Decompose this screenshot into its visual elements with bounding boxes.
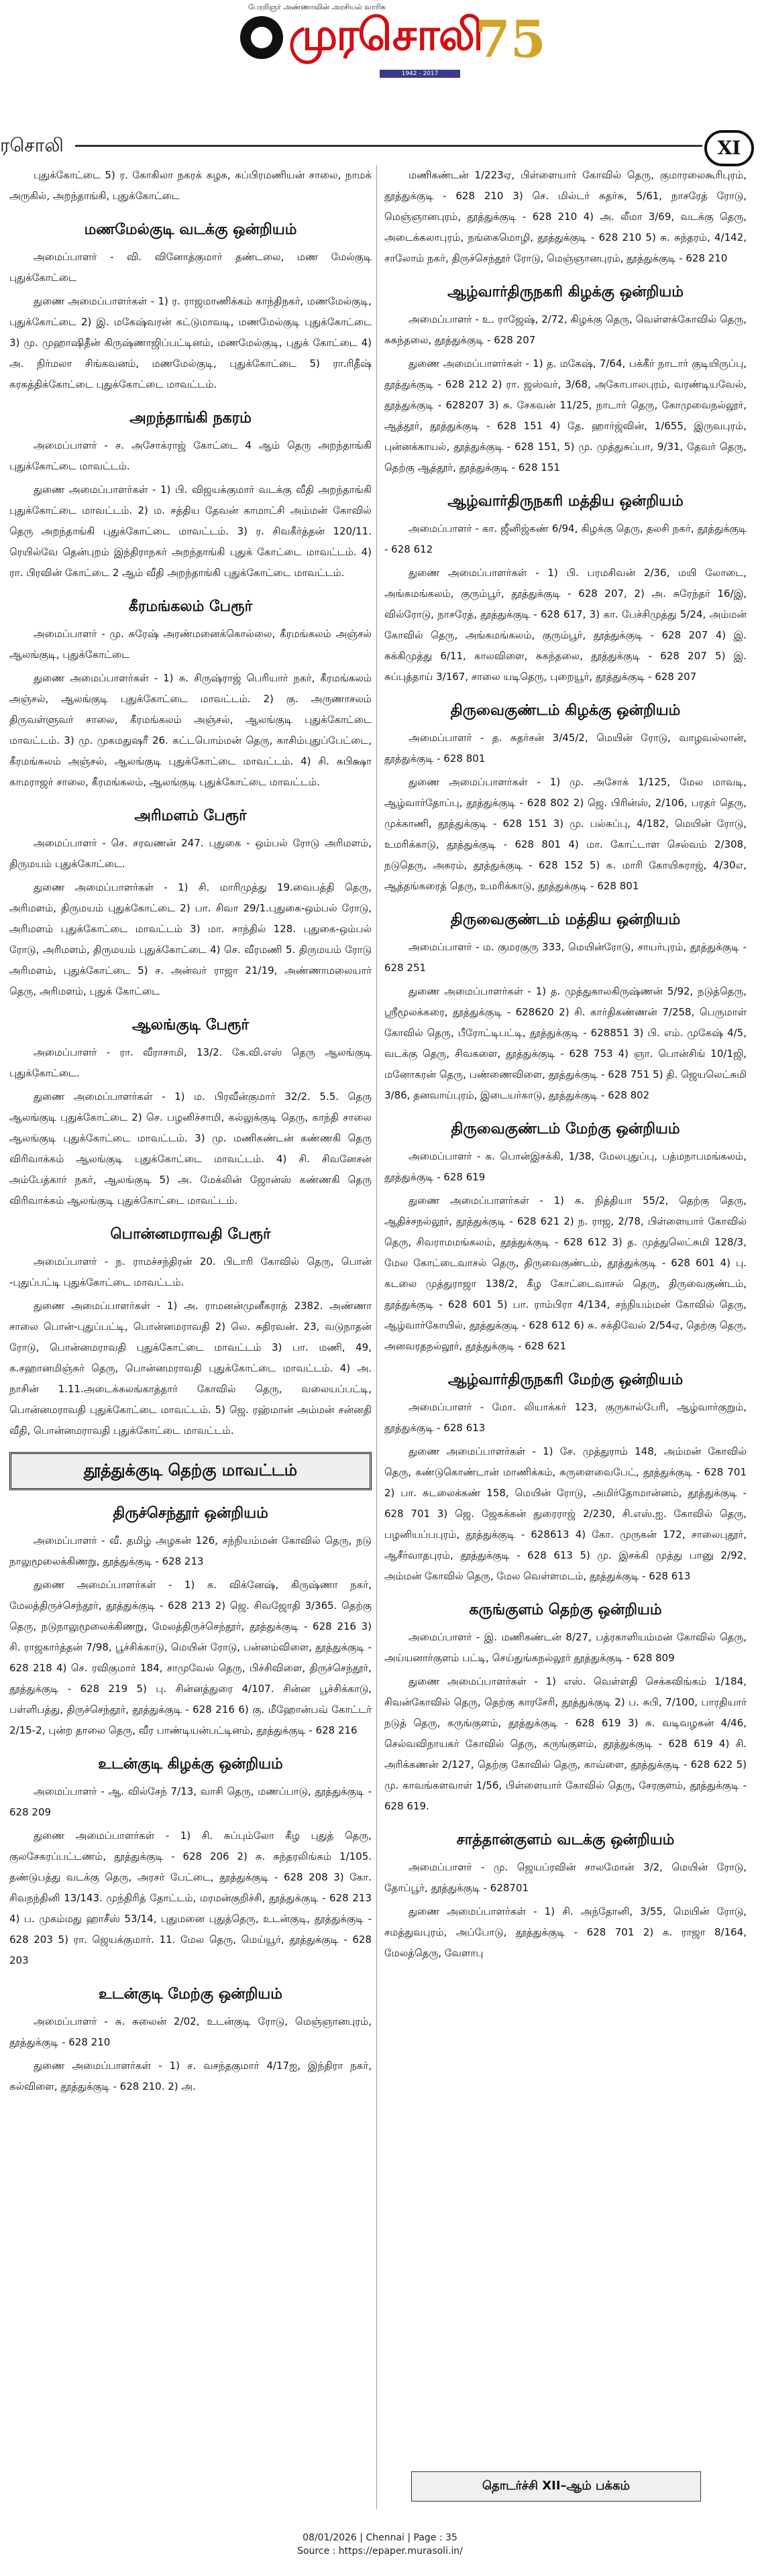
anniversary-75-logo: 75: [475, 9, 546, 69]
body-paragraph: துணை அமைப்பாளர்கள் - 1) அ. ராமனன்முனீகராத் 2382. அண்ணா சாலை பொன்-புதுப்பட்டி, பொன்னமராவதி 2) லெ. சுதிரவன். 23, வடுநாதன் ரோடு, பொன்னமராவதி புதுக்கோட்டை மாவட்டம் 3) பா. மணி, 49, க.சஹானமிஞ்சுர் தெரு, பொன்னமராவதி புதுக்கோட்டை மாவட்டம். 4) அ. நாசின் 1.11.அடைக்கலங்காத்தார் கோவில் தெரு, வலையப்பட்டி, பொன்னமராவதி புதுக்கோட்டை மாவட்டம். 5) ஜெ. ரஹ்மான் அம்மன் சன்னதி வீதி, பொன்னமராவதி புதுக்கோட்டை மாவட்டம்.: [9, 1300, 372, 1437]
body-paragraph: அமைப்பாளர் - வி. வினோத்குமார் தண்டலை, மண மேல்குடி புதுக்கோட்டை: [9, 251, 372, 284]
section-heading: அறந்தாங்கி நகரம்: [129, 410, 252, 427]
body-paragraph: துணை அமைப்பாளர்கள் - 1) சு. நித்தியா 55/2, தெற்கு தெரு, ஆதிச்சநல்லூர், தூத்துக்குடி - 628 621 2) ந. ராஜ, 2/78, பிள்ளையார் கோவில் தெரு, சிவராமமங்கலம், தூத்துக்குடி - 628 612 3) த. முத்துலெட்சுமி 128/3, மேல கோட்டைவாசல் தெரு, திருவைகுண்டம், தூத்துக்குடி - 628 601 4) பு. கடலை முத்துராஜா 138/2, கீழ கோட்டைவாசல் தெரு, திருவைகுண்டம், தூத்துக்குடி - 628 601 5) பா. ராம்பிரா 4/134, சந்நியம்மன் கோவில் தெரு, ஆழ்வார்கோயில், தூத்துக்குடி - 628 612 6) சு. சக்திவேல் 2/54ஏ, தெற்கு தெரு, அனவரதநல்லூர், தூத்துக்குடி - 628 621: [384, 1194, 747, 1352]
page-footer: [0, 2531, 760, 2558]
section-heading: திருச்செந்தூர் ஒன்றியம்: [113, 1505, 268, 1522]
rising-sun-emblem-icon: [240, 16, 283, 59]
section-heading: உடன்குடி மேற்கு ஒன்றியம்: [98, 1986, 283, 2003]
body-paragraph: மணிகண்டன் 1/223ஏ, பிள்ளையார் கோவில் தெரு, குமாரலைகூரிபுரம், தூத்துக்குடி - 628 210 3) செ. மில்டர் சுதர்சு, 5/61, நாசரேத் ரோடு, மெஞ்ஞானபுரம், தூத்துக்குடி - 628 210 4) அ. லீமா 3/69, வடக்கு தெரு, அடைக்கலாபுரம், நங்கைமொழி, தூத்துக்குடி - 628 210 5) சு. சுந்தரம், 4/142, சாலோம் நகர், திருச்செந்தூர் ரோடு, மெஞ்ஞானபுரம், தூத்துக்குடி - 628 210: [384, 169, 747, 264]
body-paragraph: அமைப்பாளர் - இ. மணிகண்டன் 8/27, பத்ரகாளியம்மன் கோவில் தெரு, அய்யனார்குளம் பட்டி, செய்துங்கநல்லூர் தூத்துக்குடி - 628 809: [384, 1631, 747, 1664]
left-column: [9, 165, 372, 2100]
section-title: ரசொலி: [0, 134, 64, 156]
body-paragraph: துணை அமைப்பாளர்கள் - 1) ர. ராஜமாணிக்கம் காந்திநகர், மணமேல்குடி, புதுக்கோட்டை 2) இ. மகேஷ்வரன் கட்டுமாவடி, மணமேல்குடி புதுக்கோட்டை 3) மு. முஹாஷிதீன் கிருஷ்ணாஜிப்பட்டினம், மணமேல்குடி, புதுக் கோட்டை 4) அ. நிர்மலா சிங்கவனம், மணமேல்குடி, புதுக்கோட்டை 5) ரா.ரிதீஷ் கரகத்திக்கோட்டை புதுக்கோட்டை மாவட்டம்.: [9, 295, 372, 390]
section-heading: ஆலங்குடி பேரூர்: [131, 1017, 250, 1033]
masthead: [0, 0, 760, 113]
body-paragraph: துணை அமைப்பாளர்கள் - 1) சே. முத்துராம் 148, அம்மன் கோவில் தெரு, கண்டுகொண்டான் மாணிக்கம், சுருளைவைபேட், தூத்துக்குடி - 628 701 2) பா. சுடலைக்கண் 158, மெயின் ரோடு, அமிர்தோமான்னம், தூத்துக்குடி - 628 701 3) ஜெ. ஜேகக்கன் துரைராஜ் 2/230, சி.எஸ்.ஐ. கோவில் தெரு, பழனியப்பபுரம், தூத்துக்குடி - 628613 4) கோ. முருகன் 172, சாலைபுதூர், ஆசீர்வாதபுரம், தூத்துக்குடி - 628 613 5) மு. இசக்கி முத்து பானு 2/92, அம்மன் கோவில் தெரு, மேல வெள்ளமடம், தூத்துக்குடி - 628 613: [384, 1445, 747, 1582]
section-heading: கருங்குளம் தெற்கு ஒன்றியம்: [469, 1602, 662, 1618]
section-heading: ஆழ்வார்திருநகரி கிழக்கு ஒன்றியம்: [447, 284, 684, 300]
section-heading: ஆழ்வார்திருநகரி மேற்கு ஒன்றியம்: [447, 1371, 684, 1388]
body-paragraph: அமைப்பாளர் - ம. குமரகுரு 333, மெயின்ரோடு, சாயர்புரம், தூத்துக்குடி - 628 251: [384, 941, 747, 974]
body-paragraph: அமைப்பாளர் - மு. ஜெயப்ரவின் சாலமோன் 3/2, மெயின் ரோடு, தோப்பூர், தூத்துக்குடி - 628701: [384, 1861, 747, 1894]
section-heading: பொன்னமராவதி பேரூர்: [110, 1226, 271, 1243]
section-rule: [75, 145, 702, 147]
body-paragraph: துணை அமைப்பாளர்கள் - 1) மு. அசோக் 1/125, மேல மாவடி, ஆழ்வார்தோப்பு, தூத்துக்குடி - 628 802 2) ஜெ. பிரின்ஸ், 2/106, பரதர் தெரு, முக்காணி, தூத்துக்குடி - 628 151 3) மு. பல்சுப்பு, 4/182, மெயின் ரோடு, உமரிக்காடு, தூத்துக்குடி - 628 801 4) மா. கோட்டாள செல்வம் 2/308, நடுதெரு, அகரம், தூத்துக்குடி - 628 152 5) க. மாரி கோயிசுராஜ், 4/30எ, ஆத்தங்கரைத் தெரு, உமரிக்காடு, தூத்துக்குடி - 628 801: [384, 776, 747, 892]
body-paragraph: அமைப்பாளர் - க. பொன்இசக்கி, 1/38, மேலபுதுப்பு, பத்மநாபமங்கலம், தூத்துக்குடி - 628 619: [384, 1150, 747, 1183]
newspaper-logo: முரசொலி: [288, 8, 482, 60]
page-number-badge: XI: [704, 130, 754, 166]
body-paragraph: அமைப்பாளர் - ரா. வீராசாமி, 13/2. கே.வி.எஸ் தெரு ஆலங்குடி புதுக்கோட்டை.: [9, 1046, 372, 1079]
section-heading: திருவைகுண்டம் மத்திய ஒன்றியம்: [450, 911, 681, 928]
body-paragraph: அமைப்பாளர் - மோ. லியாக்கர் 123, குருகால்பேரி, ஆழ்வார்குறும், தூத்துக்குடி - 628 613: [384, 1401, 747, 1434]
body-paragraph: அமைப்பாளர் - ச. அசோக்ராஜ் கோட்டை 4 ஆம் தெரு அறந்தாங்கி புதுக்கோட்டை மாவட்டம்.: [9, 439, 372, 472]
section-heading: அரிமளம் பேரூர்: [134, 807, 247, 824]
continuation-note: தொடர்ச்சி XII–ஆம் பக்கம்: [411, 2471, 701, 2502]
body-paragraph: புதுக்கோட்டை 5) ர. கோகிலா நகரக் கழக, சுப்பிரமணியன் சாலை, நாமக் அருகில், அறந்தாங்கி, புதுக்கோட்டை: [9, 169, 372, 202]
right-column: [384, 165, 747, 1966]
column-divider: [376, 165, 377, 2509]
section-heading: மணமேல்குடி வடக்கு ஒன்றியம்: [84, 221, 297, 238]
body-paragraph: துணை அமைப்பாளர்கள் - 1) சி. மாரிமுத்து 19.வைபத்தி தெரு, அரிமளம், திருமயம் புதுக்கோட்டை 2) பா. சிவா 29/1.புதுகை-ஒம்பல் ரோடு, அரிமளம் புதுக்கோட்டை மாவட்டம் 3) மா. சாந்தில் 128. புதுகை-ஒம்பல் ரோடு, அரிமளம், திருமயம் புதுக்கோட்டை 4) செ. வீரமணி 5. திருமயம் ரோடு அரிமளம், புதுக்கோட்டை 5) ச. அன்வர் ராஜா 21/19, அண்ணாமலையார் தெரு, அரிமளம், புதுக் கோட்டை: [9, 881, 372, 997]
body-paragraph: அமைப்பாளர் - ஆ. வில்சேந் 7/13, வாசி தெரு, மணப்பாடு, தூத்துக்குடி - 628 209: [9, 1785, 372, 1818]
body-paragraph: துணை அமைப்பாளர்கள் - 1) சி. சுப்பும்லோ கீழ புதுத் தெரு, குலசேகரப்பட்டணம், தூத்துக்குடி - 628 206 2) சு. சுந்தரலிங்கம் 1/105. தண்டுபத்து வடக்கு தெரு, அரசர் பேட்டை, தூத்துக்குடி - 628 208 3) கோ. சிவநந்தினி 13/143. முந்திரித் தோட்டம், மரமன்குறிச்சி, தூத்துக்குடி - 628 213 4) ப. முகம்மது ஹாசீஸ் 53/14, புதுமனை புதுத்தெரு, உடன்குடி, தூத்துக்குடி - 628 203 5) ரா. ஜெயக்குமார். 11. மேல தெரு, மெய்யூர், தூத்துக்குடி - 628 203: [9, 1830, 372, 1966]
body-paragraph: துணை அமைப்பாளர்கள் - 1) சி. அந்தோனி, 3/55, மெயின் ரோடு, சமத்துவபுரம், அப்போடு, தூத்துக்குடி - 628 701 2) க. ராஜா 8/164, மேலத்தெரு, வேளாபு: [384, 1905, 747, 1959]
masthead-tagline: பேரறிஞர் அண்ணாவின் அரசியல் வாரிசு: [248, 3, 386, 11]
body-paragraph: அமைப்பாளர் - சு. சுலைன் 2/02, உடன்குடி ரோடு, மெஞ்ஞானபுரம், தூத்துக்குடி - 628 210: [9, 2015, 372, 2048]
section-heading: சாத்தான்குளம் வடக்கு ஒன்றியம்: [456, 1832, 675, 1848]
body-paragraph: துணை அமைப்பாளர்கள் - 1) பி. பரமசிவன் 2/36, மயி லோடை, அங்கமங்கலம், குரும்பூர், தூத்துக்குடி - 628 207, 2) அ. சுரேந்தர் 16/இ, வில்ரோடு, நாசரேத், தூத்துக்குடி - 628 617, 3) கா. பேச்சிமுத்து 5/24, அம்மன் கோவில் தெரு, அங்கமங்கலம், குரும்பூர், தூத்துக்குடி - 628 207 4) இ. சுக்கிமுத்து 6/11, காலவிளை, சுகந்தலை, தூத்துக்குடி - 628 207 5) இ. சுப்புத்தாய் 3/167, சாலை யடிதெரு, புறையூர், தூத்துக்குடி - 628 207: [384, 567, 747, 683]
body-paragraph: துணை அமைப்பாளர்கள் - 1) க. விக்னேஷ், கிருஷ்ணா நகர், மேலத்திருச்செந்தூர், தூத்துக்குடி - 628 213 2) ஜெ. சிவஜோதி 3/365. தெற்கு தெரு, நடுநாலுமூலைக்கிணறு, மேலத்திருச்செந்தூர், தூத்துக்குடி - 628 216 3) சி. ராஜகார்த்தன் 7/98, பூச்சிக்காடு, மெயின் ரோடு, பன்னம்விளை, தூத்துக்குடி - 628 218 4) செ. ரவிகுமார் 184, சாமுவேல் தெரு, பிச்சிவிளை, திருச்செந்தூர், தூத்துக்குடி - 628 219 5) பு. சின்னத்துரை 4/107. சின்ன பூச்சிக்காடு, பள்ளிபத்து, திருச்செந்தூர், தூத்துக்குடி - 628 216 6) கு. மீஹோன்பவ் கோட்டர் 2/15-2, புன்ற தாலை தெரு, வீர பாண்டியன்பட்டினம், தூத்துக்குடி - 628 216: [9, 1579, 372, 1736]
body-paragraph: அமைப்பாளர் - கா. ஜீனிஜ்கண் 6/94, கிழக்கு தெரு, தலசி நகர், தூத்துக்குடி - 628 612: [384, 522, 747, 555]
footer-source: Source : https://epaper.murasoli.in/: [297, 2546, 463, 2557]
body-paragraph: துணை அமைப்பாளர்கள் - 1) ம. பிரவீன்குமார் 32/2. 5.5. தெரு ஆலங்குடி புதுக்கோட்டை 2) செ. பழனிச்சாமி, கல்லுக்குடி தெரு, காந்தி சாலை ஆலங்குடி புதுக்கோட்டை மாவட்டம். 3) மு. மணிகண்டன் கண்ணகி தெரு விரிவாக்கம் ஆலங்குடி புதுக்கோட்டை மாவட்டம். 4) சி. சிவனேசன் அம்பேத்கார் நகர், ஆலங்குடி 5) அ. மேக்லின் ஜோன்ஸ் கண்ணகி தெரு விரிவாக்கம் ஆலங்குடி புதுக்கோட்டை மாவட்டம்.: [9, 1090, 372, 1207]
section-heading: திருவைகுண்டம் மேற்கு ஒன்றியம்: [451, 1121, 680, 1137]
body-paragraph: துணை அமைப்பாளர்கள் - 1) சு. சிருஷ்ராஜ் பெரியார் நகர், கீரமங்கலம் அஞ்சல், ஆலங்குடி புதுக்கோட்டை மாவட்டம். 2) கு. அருணாசலம் திருவள்ளுவர் சாலை, கீரமங்கலம் அஞ்சல், ஆலங்குடி புதுக்கோட்டை மாவட்டம். 3) மு. முகமதுஷரீ 26. கட்டபொம்மன் தெரு, காசிம்புதுப்பேட்டை, கீரமங்கலம் அஞ்சல், ஆலங்குடி புதுக்கோட்டை மாவட்டம். 4) சி. சுபிக்ஷா காமராஜர் சாலை, கீரமங்கலம், ஆலங்குடி புதுக்கோட்டை மாவட்டம்.: [9, 672, 372, 788]
logo-subtitle: 1942 - 2017: [380, 70, 460, 78]
body-paragraph: துணை அமைப்பாளர்கள் - 1) பி. விஜயக்குமார் வடக்கு வீதி அறந்தாங்கி புதுக்கோட்டை மாவட்டம். 2) ம. சத்திய தேவன் காமாட்சி அம்மன் கோவில் தெரு அறந்தாங்கி புதுக்கோட்டை மாவட்டம். 3) ர. சிவகீர்த்தன் 120/11. ரெயில்வே தென்புறம் இந்திராநகர் அறந்தாங்கி புதுக் கோட்டை மாவட்டம். 4) ரா. பிரவின் கோட்டை 2 ஆம் வீதி அறந்தாங்கி புதுக்கோட்டை மாவட்டம்.: [9, 484, 372, 579]
body-paragraph: துணை அமைப்பாளர்கள் - 1) எஸ். வெள்ளதி செக்கவிங்கம் 1/184, சிவன்கோவில் தெரு, தெற்கு காரசேரி, தூத்துக்குடி 2) ப. சுபி, 7/100, பாரதியார் நடுத் தெரு, கருங்குளம், தூத்துக்குடி - 628 619 3) சு. வடிவழகன் 4/46, செல்வவிநாயகர் கோவில் தெரு, கருங்குளம், தூத்துக்குடி - 628 619 4) சி. அரிக்கணன் 2/127, தெற்கு கோவில் தெரு, காவ்ளை, தூத்துக்குடி - 628 622 5) மு. காவங்களவாள் 1/56, பிள்ளையார் கோவில் தெரு, சேரகுளம், தூத்துக்குடி - 628 619.: [384, 1675, 747, 1812]
body-paragraph: அமைப்பாளர் - செ. சரவணன் 247. புதுகை - ஒம்பல் ரோடு அரிமளம், திருமயம் புதுக்கோட்டை.: [9, 837, 372, 870]
section-heading: திருவைகுண்டம் கிழக்கு ஒன்றியம்: [450, 702, 681, 719]
body-paragraph: துணை அமைப்பாளர்கள் - 1) த. முத்துகாலகிருஷ்ணன் 5/92, நடுத்தெரு, ஸ்ரீமூலக்கரை, தூத்துக்குடி - 628620 2) சி. கார்திகண்ணன் 7/258, பெருமாள் கோவில் தெரு, பீரோட்டிபட்டி, தூத்துக்குடி - 628851 3) பி. எம். முகேஷ் 4/5, வடக்கு தெரு, சிவகளை, தூத்துக்குடி - 628 753 4) ஞா. பொன்சிங் 10/1ஜி, மனோகரன் தெரு, பண்ணைவிளை, தூத்துக்குடி - 628 751 5) தி. ஜெயலெட்சுமி 3/86, தனவாய்புரம், இடையர்காடு, தூத்துக்குடி - 628 802: [384, 985, 747, 1101]
footer-date-page: 08/01/2026 | Chennai | Page : 35: [303, 2532, 457, 2543]
body-paragraph: அமைப்பாளர் - வீ. தமிழ் அழகன் 126, சந்நியம்மன் கோவில் தெரு, நடு நாலுமூலைக்கிணறு, தூத்துக்குடி - 628 213: [9, 1534, 372, 1567]
body-paragraph: அமைப்பாளர் - உ. ராஜேஷ், 2/72, கிழக்கு தெரு, வெள்ளக்கோவில் தெரு, சுகந்தலை, தூத்துக்குடி - 628 207: [384, 313, 747, 346]
section-heading: கீரமங்கலம் பேரூர்: [128, 598, 253, 615]
body-paragraph: துணை அமைப்பாளர்கள் - 1) த. மகேஷ், 7/64, பக்கீர் நாடார் குடியிருப்பு, தூத்துக்குடி - 628 212 2) ரா. ஜஸ்வர், 3/68, அகோபாலபுரம், வரண்டியவேல், தூத்துக்குடி - 628207 3) சு. சேகவன் 11/25, நாடார் தெரு, கோமுவைநல்லூர், ஆத்தூர், தூத்துக்குடி - 628 151 4) தே. ஹார்ஜ்வின், 1/655, இருவபுரம், புன்னக்காயல், தூத்துக்குடி - 628 151, 5) மு. முத்துசுப்பா, 9/31, தேவர் தெரு, தெற்கு ஆத்தூர், தூத்துக்குடி - 628 151: [384, 357, 747, 473]
district-heading: தூத்துக்குடி தெற்கு மாவட்டம்: [9, 1452, 372, 1490]
body-paragraph: அமைப்பாளர் - த. சுதர்சன் 3/45/2, மெயின் ரோடு, வாழவல்லான், தூத்துக்குடி - 628 801: [384, 732, 747, 765]
body-paragraph: அமைப்பாளர் - மு. சுரேஷ் அரண்மனைக்கொல்லை, கீரமங்கலம் அஞ்சல் ஆலங்குடி, புதுக்கோட்டை: [9, 628, 372, 661]
section-heading: ஆழ்வார்திருநகரி மத்திய ஒன்றியம்: [447, 493, 684, 510]
body-paragraph: அமைப்பாளர் - ந. ராமச்சந்திரன் 20. பிடாரி கோவில் தெரு, பொன் -புதுப்பட்டி புதுக்கோட்டை மாவட்டம்.: [9, 1255, 372, 1288]
section-heading: உடன்குடி கிழக்கு ஒன்றியம்: [98, 1756, 283, 1773]
body-paragraph: துணை அமைப்பாளர்கள் - 1) ச. வசந்தகுமார் 4/17ஐ, இந்திரா நகர், கல்விளை, தூத்துக்குடி - 628 210. 2) அ.: [9, 2060, 372, 2092]
